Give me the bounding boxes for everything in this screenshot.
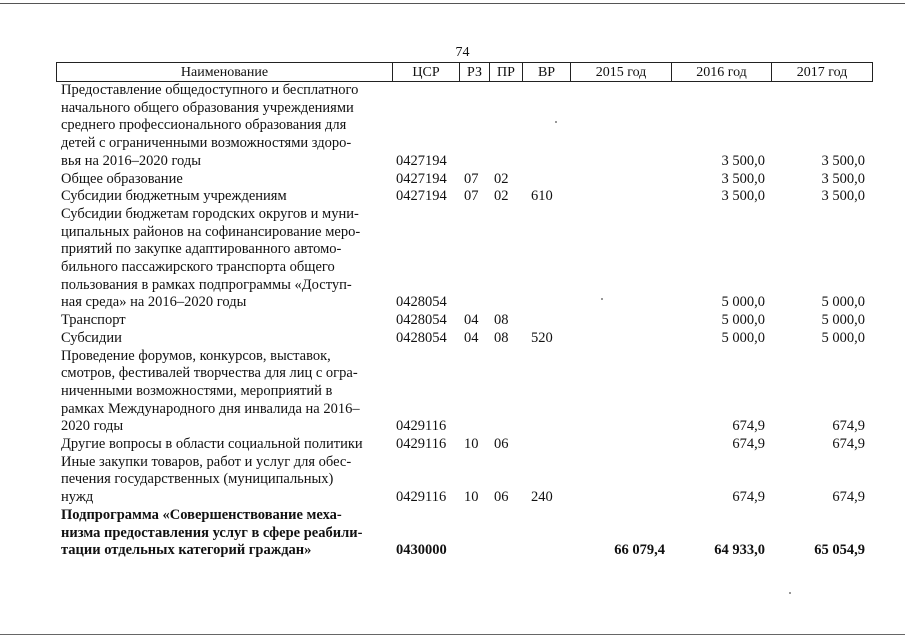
row-value-2017 bbox=[770, 364, 865, 382]
row-value-2017 bbox=[770, 240, 865, 258]
row-name: Иные закупки товаров, работ и услуг для обес- bbox=[61, 453, 352, 470]
row-value-2016 bbox=[670, 347, 765, 365]
row-name: Проведение форумов, конкурсов, выставок, bbox=[61, 347, 331, 364]
row-value-2015 bbox=[570, 134, 665, 152]
header-csr: ЦСР bbox=[392, 63, 459, 81]
row-value-2017 bbox=[770, 470, 865, 488]
row-value-2015 bbox=[570, 258, 665, 276]
row-value-2017 bbox=[770, 81, 865, 99]
row-vr: 610 bbox=[531, 188, 553, 205]
row-name: нужд bbox=[61, 489, 94, 506]
row-value-2016 bbox=[670, 382, 765, 400]
table-row bbox=[0, 453, 905, 471]
row-value-2016 bbox=[670, 453, 765, 471]
header-2016: 2016 год bbox=[671, 63, 771, 81]
row-value-2017: 3 500,0 bbox=[821, 188, 865, 205]
row-rz: 10 bbox=[464, 436, 479, 452]
row-pr: 08 bbox=[494, 312, 509, 329]
table-row bbox=[0, 506, 905, 524]
row-csr: 0428054 bbox=[396, 329, 447, 346]
header-2017: 2017 год bbox=[771, 63, 873, 81]
row-name: среднего профессионального образования для bbox=[61, 117, 347, 134]
row-vr: 520 bbox=[531, 329, 553, 346]
row-name: детей с ограниченными возможностями здоро- bbox=[61, 135, 352, 152]
row-value-2017: 3 500,0 bbox=[821, 152, 865, 169]
table-row bbox=[0, 470, 905, 488]
row-value-2015: 66 079,4 bbox=[614, 542, 665, 559]
table-row bbox=[0, 311, 905, 329]
row-name: Субсидии бюджетным учреждениям bbox=[61, 188, 287, 205]
table-row bbox=[0, 541, 905, 559]
row-value-2017 bbox=[770, 223, 865, 241]
scan-speck bbox=[789, 592, 791, 594]
row-name: низма предоставления услуг в сфере реабили- bbox=[61, 524, 363, 541]
table-row bbox=[0, 205, 905, 223]
row-value-2015 bbox=[570, 170, 665, 188]
row-value-2017: 674,9 bbox=[832, 489, 865, 506]
row-value-2015 bbox=[570, 293, 665, 311]
row-name: вья на 2016–2020 годы bbox=[61, 152, 201, 169]
row-csr: 0428054 bbox=[396, 312, 447, 329]
table-row bbox=[0, 116, 905, 134]
scan-speck bbox=[601, 298, 603, 300]
scan-speck bbox=[555, 121, 557, 123]
row-value-2016 bbox=[670, 205, 765, 223]
table-row bbox=[0, 293, 905, 311]
table-row bbox=[0, 382, 905, 400]
row-value-2016: 3 500,0 bbox=[721, 152, 765, 169]
row-value-2016 bbox=[670, 81, 765, 99]
row-value-2017 bbox=[770, 347, 865, 365]
row-name: Общее образование bbox=[61, 170, 183, 187]
row-value-2016: 64 933,0 bbox=[714, 542, 765, 559]
table-row bbox=[0, 276, 905, 294]
row-name: тации отдельных категорий граждан» bbox=[61, 542, 312, 559]
row-name: ципальных районов на софинансирование меро- bbox=[61, 223, 361, 240]
row-name: Предоставление общедоступного и бесплатного bbox=[61, 82, 359, 98]
row-value-2016 bbox=[670, 240, 765, 258]
row-vr: 240 bbox=[531, 489, 553, 506]
row-value-2017: 5 000,0 bbox=[821, 294, 865, 311]
row-value-2016 bbox=[670, 524, 765, 542]
row-value-2015 bbox=[570, 488, 665, 506]
table-row bbox=[0, 488, 905, 506]
row-rz: 07 bbox=[464, 170, 479, 187]
row-name: ниченными возможностями, мероприятий в bbox=[61, 382, 333, 399]
row-name: рамках Международного дня инвалида на 2016– bbox=[61, 400, 360, 417]
row-value-2015 bbox=[570, 276, 665, 294]
row-value-2017 bbox=[770, 524, 865, 542]
row-pr: 02 bbox=[494, 188, 509, 205]
row-value-2017: 65 054,9 bbox=[814, 542, 865, 559]
table-row bbox=[0, 400, 905, 418]
row-value-2016: 674,9 bbox=[732, 418, 765, 435]
table-row bbox=[0, 347, 905, 365]
table-row bbox=[0, 152, 905, 170]
row-value-2017 bbox=[770, 453, 865, 471]
row-value-2016 bbox=[670, 223, 765, 241]
row-csr: 0427194 bbox=[396, 152, 447, 169]
row-name: Другие вопросы в области социальной политики bbox=[61, 436, 363, 452]
row-value-2015 bbox=[570, 506, 665, 524]
table-row bbox=[0, 364, 905, 382]
table-row bbox=[0, 258, 905, 276]
row-value-2015 bbox=[570, 329, 665, 347]
row-csr: 0427194 bbox=[396, 188, 447, 205]
table-row bbox=[0, 524, 905, 542]
row-value-2017: 5 000,0 bbox=[821, 329, 865, 346]
row-value-2015 bbox=[570, 470, 665, 488]
row-value-2017 bbox=[770, 506, 865, 524]
row-value-2017 bbox=[770, 116, 865, 134]
row-value-2016: 674,9 bbox=[732, 489, 765, 506]
row-rz: 04 bbox=[464, 312, 479, 329]
row-value-2015 bbox=[570, 187, 665, 205]
row-value-2015 bbox=[570, 417, 665, 435]
row-value-2015 bbox=[570, 347, 665, 365]
row-value-2015 bbox=[570, 435, 665, 453]
row-pr: 02 bbox=[494, 170, 509, 187]
row-value-2015 bbox=[570, 99, 665, 117]
header-vr: ВР bbox=[522, 63, 570, 81]
table-row bbox=[0, 170, 905, 188]
table-row bbox=[0, 329, 905, 347]
row-value-2016 bbox=[670, 470, 765, 488]
row-name: начального общего образования учреждениями bbox=[61, 99, 354, 116]
row-name: Субсидии бюджетам городских округов и муни- bbox=[61, 205, 359, 222]
row-value-2017: 3 500,0 bbox=[821, 170, 865, 187]
row-csr: 0429116 bbox=[396, 489, 447, 506]
row-value-2015 bbox=[570, 382, 665, 400]
row-name: печения государственных (муниципальных) bbox=[61, 471, 334, 488]
row-value-2017 bbox=[770, 382, 865, 400]
header-rz: РЗ bbox=[459, 63, 489, 81]
row-csr: 0428054 bbox=[396, 294, 447, 311]
table-row bbox=[0, 134, 905, 152]
row-value-2016: 3 500,0 bbox=[721, 188, 765, 205]
row-csr: 0427194 bbox=[396, 170, 447, 187]
table-row bbox=[0, 417, 905, 435]
row-value-2016 bbox=[670, 276, 765, 294]
row-csr: 0430000 bbox=[396, 542, 447, 559]
row-value-2015 bbox=[570, 223, 665, 241]
row-name: Подпрограмма «Совершенствование меха- bbox=[61, 506, 342, 523]
row-value-2015 bbox=[570, 364, 665, 382]
table-row bbox=[0, 240, 905, 258]
row-value-2016: 3 500,0 bbox=[721, 170, 765, 187]
row-value-2016 bbox=[670, 99, 765, 117]
row-value-2016 bbox=[670, 506, 765, 524]
page-top-rule bbox=[0, 3, 905, 4]
row-pr: 06 bbox=[494, 436, 509, 452]
table-row bbox=[0, 187, 905, 205]
table-row bbox=[0, 223, 905, 241]
row-value-2017: 674,9 bbox=[832, 418, 865, 435]
row-name: пользования в рамках подпрограммы «Доступ- bbox=[61, 276, 352, 293]
row-name: бильного пассажирского транспорта общего bbox=[61, 259, 335, 275]
row-value-2017: 5 000,0 bbox=[821, 312, 865, 329]
row-value-2016 bbox=[670, 258, 765, 276]
row-value-2015 bbox=[570, 311, 665, 329]
header-pr: ПР bbox=[489, 63, 522, 81]
row-value-2017 bbox=[770, 400, 865, 418]
row-value-2015 bbox=[570, 152, 665, 170]
row-value-2015 bbox=[570, 524, 665, 542]
row-value-2017 bbox=[770, 276, 865, 294]
row-name: Субсидии bbox=[61, 329, 122, 346]
page-number: 74 bbox=[455, 45, 470, 60]
row-rz: 10 bbox=[464, 489, 479, 506]
row-value-2017 bbox=[770, 205, 865, 223]
row-value-2015 bbox=[570, 400, 665, 418]
row-name: приятий по закупке адаптированного автомо- bbox=[61, 241, 342, 258]
table-row bbox=[0, 435, 905, 453]
header-2015: 2015 год bbox=[570, 63, 671, 81]
row-csr: 0429116 bbox=[396, 418, 447, 435]
row-value-2015 bbox=[570, 81, 665, 99]
row-pr: 06 bbox=[494, 489, 509, 506]
row-value-2016 bbox=[670, 116, 765, 134]
row-value-2017: 674,9 bbox=[832, 436, 865, 452]
row-value-2016: 674,9 bbox=[732, 436, 765, 452]
row-name: Транспорт bbox=[61, 312, 126, 329]
row-value-2015 bbox=[570, 205, 665, 223]
table-row bbox=[0, 81, 905, 99]
row-pr: 08 bbox=[494, 329, 509, 346]
row-value-2016: 5 000,0 bbox=[721, 329, 765, 346]
row-value-2015 bbox=[570, 453, 665, 471]
row-csr: 0429116 bbox=[396, 436, 447, 452]
row-value-2015 bbox=[570, 240, 665, 258]
header-name: Наименование bbox=[56, 63, 392, 81]
row-rz: 07 bbox=[464, 188, 479, 205]
row-value-2016 bbox=[670, 134, 765, 152]
row-value-2017 bbox=[770, 134, 865, 152]
row-value-2015 bbox=[570, 116, 665, 134]
row-value-2016 bbox=[670, 400, 765, 418]
row-name: ная среда» на 2016–2020 годы bbox=[61, 294, 247, 311]
table-row bbox=[0, 99, 905, 117]
row-rz: 04 bbox=[464, 329, 479, 346]
row-value-2016: 5 000,0 bbox=[721, 312, 765, 329]
page-bottom-rule bbox=[0, 634, 905, 635]
row-value-2017 bbox=[770, 99, 865, 117]
row-value-2016 bbox=[670, 364, 765, 382]
row-value-2017 bbox=[770, 258, 865, 276]
table-header bbox=[56, 62, 873, 82]
row-name: 2020 годы bbox=[61, 418, 124, 435]
row-value-2016: 5 000,0 bbox=[721, 294, 765, 311]
row-name: смотров, фестивалей творчества для лиц с огра- bbox=[61, 365, 358, 382]
